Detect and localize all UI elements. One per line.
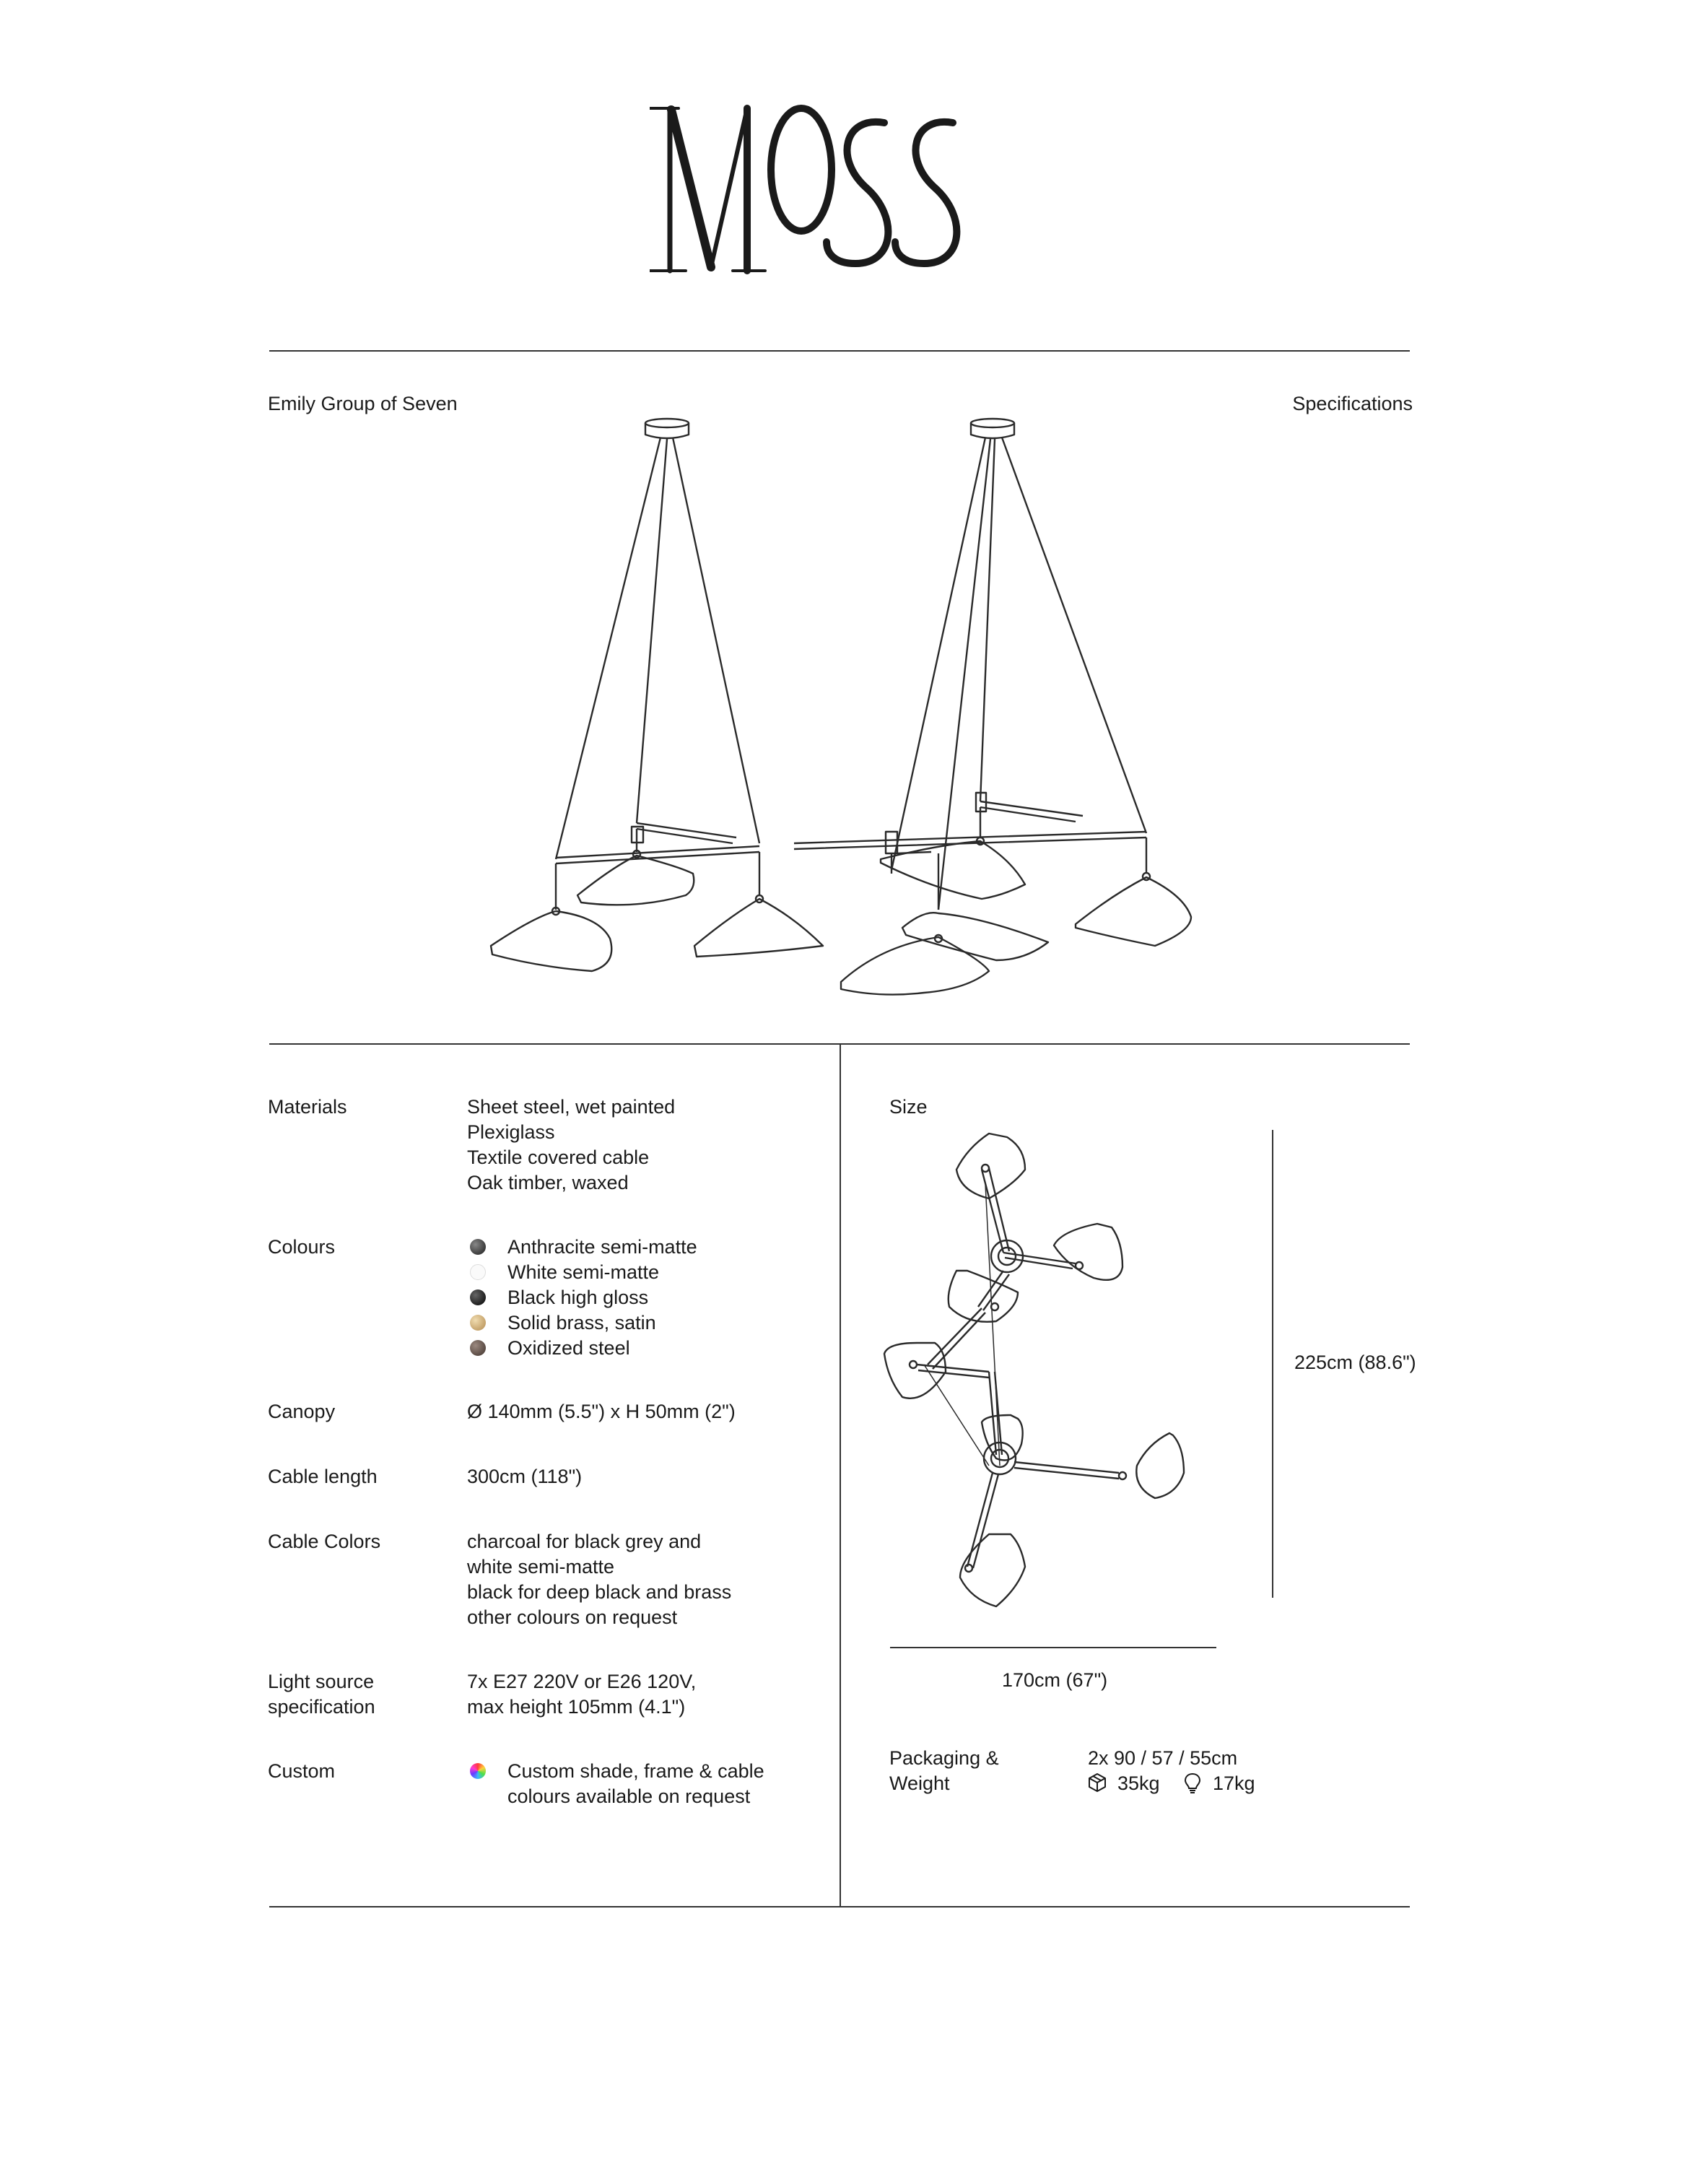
- cable-length-value: 300cm (118"): [467, 1466, 583, 1487]
- colours-label: Colours: [268, 1236, 336, 1258]
- top-divider: [269, 350, 1410, 352]
- moss-logo-icon: [650, 101, 1025, 282]
- lamp-drawing-icon: [476, 412, 1213, 1004]
- custom-value: [507, 1759, 764, 1809]
- lamp-illustration: [476, 412, 1213, 1004]
- list-item: Oak timber, waxed: [467, 1172, 629, 1193]
- list-item: Sheet steel, wet painted: [467, 1096, 676, 1118]
- cable-length-label: Cable length: [268, 1466, 378, 1487]
- list-item: 7x E27 220V or E26 120V,: [467, 1671, 697, 1692]
- colour-name: White semi-matte: [507, 1261, 660, 1283]
- canopy-value: Ø 140mm (5.5") x H 50mm (2"): [467, 1401, 736, 1422]
- label-line: Packaging &: [889, 1747, 999, 1769]
- bulb-icon: [1184, 1772, 1201, 1794]
- height-dimension-line: [1272, 1130, 1273, 1598]
- list-item: Textile covered cable: [467, 1147, 650, 1168]
- list-item: Plexiglass: [467, 1121, 555, 1143]
- list-item: black for deep black and brass: [467, 1581, 732, 1603]
- colour-name: Oxidized steel: [507, 1337, 630, 1359]
- list-item: white semi-matte: [467, 1556, 615, 1578]
- black-swatch-icon: [470, 1289, 486, 1305]
- box-icon: [1088, 1772, 1107, 1793]
- section-title: Specifications: [1292, 393, 1413, 414]
- anthracite-swatch-icon: [470, 1239, 486, 1255]
- packaging-dimensions: 2x 90 / 57 / 55cm: [1088, 1747, 1238, 1769]
- product-title: Emily Group of Seven: [268, 393, 458, 414]
- list-item: charcoal for black grey and: [467, 1531, 702, 1552]
- color-wheel-icon: [470, 1763, 486, 1779]
- cable-colors-label: Cable Colors: [268, 1531, 381, 1552]
- net-weight: 17kg: [1213, 1772, 1255, 1794]
- materials-list: [467, 1095, 675, 1196]
- list-item: max height 105mm (4.1"): [467, 1696, 686, 1718]
- custom-label: Custom: [268, 1760, 336, 1782]
- height-value: 225cm (88.6"): [1294, 1352, 1416, 1373]
- width-value: 170cm (67"): [1002, 1669, 1108, 1691]
- top-view-drawing-icon: [881, 1126, 1227, 1624]
- list-item: Custom shade, frame & cable: [507, 1760, 764, 1782]
- light-source-value: [467, 1669, 696, 1720]
- brand-logo: [650, 101, 1025, 282]
- label-line: Weight: [889, 1772, 950, 1794]
- brass-swatch-icon: [470, 1315, 486, 1331]
- colours-list: [467, 1235, 756, 1365]
- label-line: specification: [268, 1696, 375, 1718]
- colour-name: Solid brass, satin: [507, 1312, 656, 1334]
- light-source-label: [268, 1669, 375, 1720]
- bottom-divider: [269, 1906, 1410, 1907]
- colour-name: Anthracite semi-matte: [507, 1236, 697, 1258]
- bulb-icon: [1184, 1772, 1201, 1794]
- size-label: Size: [889, 1096, 928, 1118]
- width-dimension-line: [890, 1647, 1216, 1648]
- oxidized-swatch-icon: [470, 1340, 486, 1356]
- materials-label: Materials: [268, 1096, 347, 1118]
- cable-colors-list: [467, 1529, 731, 1630]
- white-swatch-icon: [470, 1264, 486, 1280]
- canopy-label: Canopy: [268, 1401, 336, 1422]
- box-icon: [1088, 1772, 1107, 1793]
- top-view-illustration: [881, 1126, 1227, 1624]
- colour-name: Black high gloss: [507, 1287, 649, 1308]
- list-item: other colours on request: [467, 1606, 678, 1628]
- label-line: Light source: [268, 1671, 375, 1692]
- packaging-label: [889, 1746, 999, 1796]
- column-divider: [840, 1043, 841, 1907]
- box-weight: 35kg: [1117, 1772, 1160, 1794]
- list-item: colours available on request: [507, 1785, 751, 1807]
